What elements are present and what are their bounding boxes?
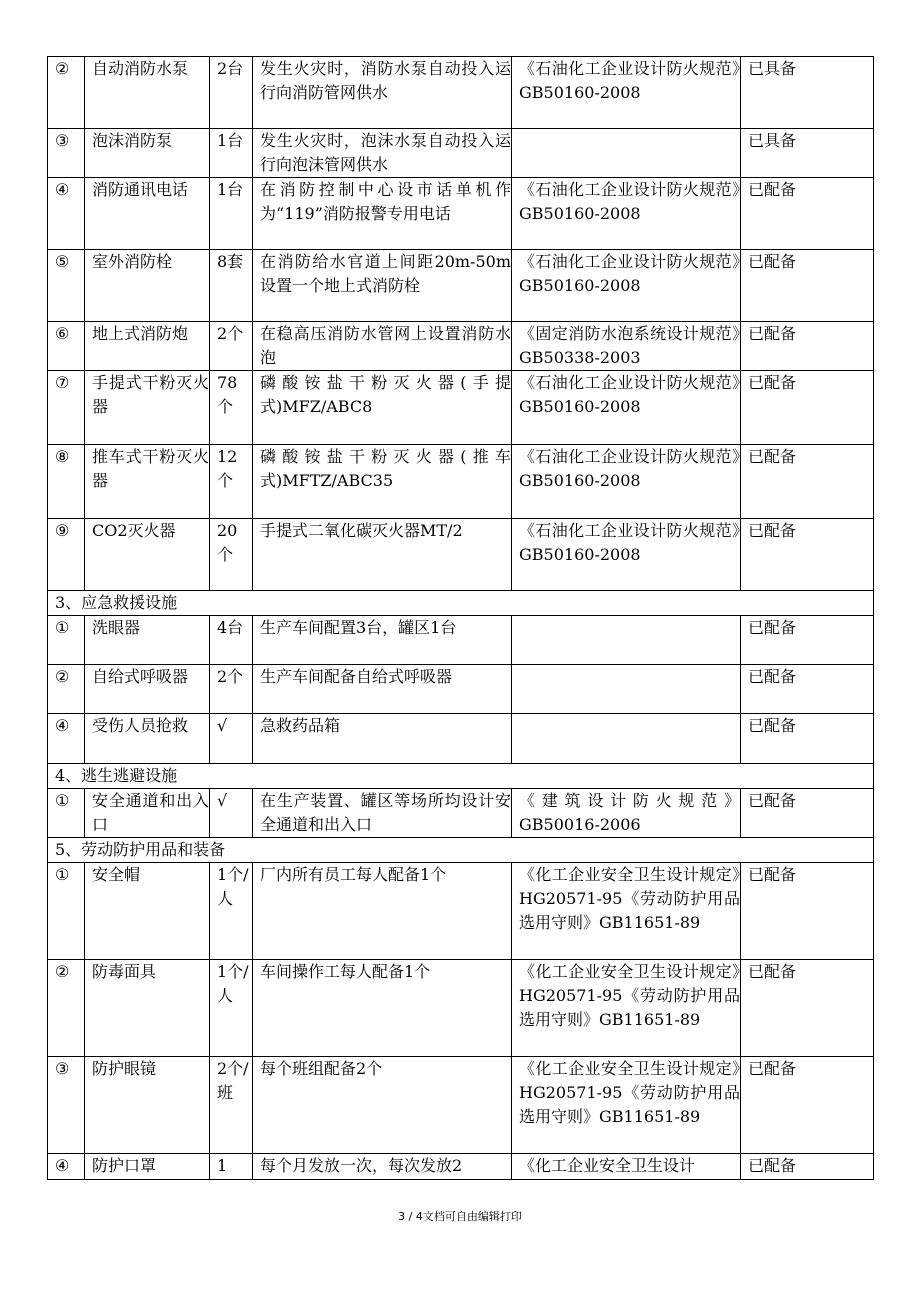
facility-description: 在稳高压消防水管网上设置消防水泡 <box>253 322 512 371</box>
facility-name: 防毒面具 <box>85 960 210 1057</box>
status-cell: 已配备 <box>741 616 874 665</box>
facility-quantity: 1 <box>210 1154 253 1180</box>
table-row <box>48 519 874 591</box>
facility-quantity: √ <box>210 789 253 838</box>
status-cell: 已配备 <box>741 322 874 371</box>
facility-quantity: 12个 <box>210 445 253 519</box>
status-cell: 已配备 <box>741 960 874 1057</box>
table-row <box>48 371 874 445</box>
table-row <box>48 178 874 250</box>
facility-description: 每个班组配备2个 <box>253 1057 512 1154</box>
facility-description: 发生火灾时，泡沫水泵自动投入运行向泡沫管网供水 <box>253 129 512 178</box>
row-index: ① <box>48 616 85 665</box>
row-index: ③ <box>48 129 85 178</box>
table-row <box>48 129 874 178</box>
facility-quantity: 4台 <box>210 616 253 665</box>
facility-description: 生产车间配置3台，罐区1台 <box>253 616 512 665</box>
table-row <box>48 250 874 322</box>
design-standard: 《石油化工企业设计防火规范》GB50160-2008 <box>512 519 741 591</box>
design-standard: 《石油化工企业设计防火规范》GB50160-2008 <box>512 250 741 322</box>
design-standard: 《石油化工企业设计防火规范》GB50160-2008 <box>512 371 741 445</box>
facility-quantity: 2个/班 <box>210 1057 253 1154</box>
design-standard <box>512 665 741 714</box>
table-row <box>48 960 874 1057</box>
row-index: ② <box>48 960 85 1057</box>
facility-description: 车间操作工每人配备1个 <box>253 960 512 1057</box>
status-cell: 已配备 <box>741 863 874 960</box>
row-index: ② <box>48 57 85 129</box>
facility-quantity: 1个/人 <box>210 863 253 960</box>
table-row <box>48 1057 874 1154</box>
table-row <box>48 445 874 519</box>
facility-name: 安全帽 <box>85 863 210 960</box>
row-index: ② <box>48 665 85 714</box>
status-cell: 已具备 <box>741 129 874 178</box>
table-row <box>48 616 874 665</box>
row-index: ⑥ <box>48 322 85 371</box>
facility-name: 洗眼器 <box>85 616 210 665</box>
page-footer: 3 / 4文档可自由编辑打印 <box>398 1210 522 1223</box>
table-row <box>48 57 874 129</box>
design-standard: 《化工企业安全卫生设计 <box>512 1154 741 1180</box>
design-standard: 《化工企业安全卫生设计规定》HG20571-95《劳动防护用品选用守则》GB11651-89 <box>512 960 741 1057</box>
row-index: ① <box>48 789 85 838</box>
status-cell: 已配备 <box>741 371 874 445</box>
table-row <box>48 863 874 960</box>
facility-description: 磷酸铵盐干粉灭火器(推车式)MFTZ/ABC35 <box>253 445 512 519</box>
section-row <box>48 838 874 863</box>
section-heading: 3、应急救援设施 <box>48 591 874 616</box>
status-cell: 已配备 <box>741 519 874 591</box>
facility-quantity: 20个 <box>210 519 253 591</box>
row-index: ⑤ <box>48 250 85 322</box>
row-index: ⑧ <box>48 445 85 519</box>
facility-name: 受伤人员抢救 <box>85 714 210 764</box>
facility-description: 在消防控制中心设市话单机作为“119”消防报警专用电话 <box>253 178 512 250</box>
facility-name: 自给式呼吸器 <box>85 665 210 714</box>
facility-description: 厂内所有员工每人配备1个 <box>253 863 512 960</box>
row-index: ④ <box>48 714 85 764</box>
table-row <box>48 714 874 764</box>
facility-quantity: 2个 <box>210 322 253 371</box>
facility-description: 发生火灾时，消防水泵自动投入运行向消防管网供水 <box>253 57 512 129</box>
facility-name: 泡沫消防泵 <box>85 129 210 178</box>
status-cell: 已配备 <box>741 665 874 714</box>
status-cell: 已配备 <box>741 1154 874 1180</box>
design-standard: 《石油化工企业设计防火规范》GB50160-2008 <box>512 57 741 129</box>
design-standard: 《石油化工企业设计防火规范》GB50160-2008 <box>512 445 741 519</box>
status-cell: 已配备 <box>741 714 874 764</box>
status-cell: 已配备 <box>741 178 874 250</box>
design-standard <box>512 714 741 764</box>
facility-name: 推车式干粉灭火器 <box>85 445 210 519</box>
row-index: ④ <box>48 178 85 250</box>
facility-description: 急救药品箱 <box>253 714 512 764</box>
facility-quantity: 1个/人 <box>210 960 253 1057</box>
facility-quantity: 1台 <box>210 129 253 178</box>
section-row <box>48 591 874 616</box>
section-row <box>48 764 874 789</box>
table-row <box>48 789 874 838</box>
design-standard: 《固定消防水泡系统设计规范》GB50338-2003 <box>512 322 741 371</box>
facility-name: 地上式消防炮 <box>85 322 210 371</box>
facility-name: 消防通讯电话 <box>85 178 210 250</box>
facility-name: 防护口罩 <box>85 1154 210 1180</box>
status-cell: 已配备 <box>741 250 874 322</box>
section-heading: 4、逃生逃避设施 <box>48 764 874 789</box>
table-row <box>48 322 874 371</box>
facility-description: 生产车间配备自给式呼吸器 <box>253 665 512 714</box>
facility-quantity: 8套 <box>210 250 253 322</box>
row-index: ③ <box>48 1057 85 1154</box>
table-row <box>48 1154 874 1180</box>
row-index: ⑨ <box>48 519 85 591</box>
facility-quantity: 78个 <box>210 371 253 445</box>
design-standard <box>512 616 741 665</box>
row-index: ① <box>48 863 85 960</box>
design-standard: 《建筑设计防火规范》GB50016-2006 <box>512 789 741 838</box>
design-standard <box>512 129 741 178</box>
section-heading: 5、劳动防护用品和装备 <box>48 838 874 863</box>
row-index: ④ <box>48 1154 85 1180</box>
facility-name: 防护眼镜 <box>85 1057 210 1154</box>
facility-quantity: 1台 <box>210 178 253 250</box>
facility-description: 手提式二氧化碳灭火器MT/2 <box>253 519 512 591</box>
facility-name: 室外消防栓 <box>85 250 210 322</box>
facility-quantity: √ <box>210 714 253 764</box>
facility-description: 在消防给水官道上间距20m-50m设置一个地上式消防栓 <box>253 250 512 322</box>
facility-name: 安全通道和出入口 <box>85 789 210 838</box>
facility-name: CO2灭火器 <box>85 519 210 591</box>
status-cell: 已配备 <box>741 789 874 838</box>
design-standard: 《化工企业安全卫生设计规定》HG20571-95《劳动防护用品选用守则》GB11651-89 <box>512 1057 741 1154</box>
facility-quantity: 2台 <box>210 57 253 129</box>
table-row <box>48 665 874 714</box>
facility-table <box>47 56 874 1180</box>
facility-name: 自动消防水泵 <box>85 57 210 129</box>
status-cell: 已具备 <box>741 57 874 129</box>
facility-description: 在生产装置、罐区等场所均设计安全通道和出入口 <box>253 789 512 838</box>
design-standard: 《石油化工企业设计防火规范》GB50160-2008 <box>512 178 741 250</box>
row-index: ⑦ <box>48 371 85 445</box>
design-standard: 《化工企业安全卫生设计规定》HG20571-95《劳动防护用品选用守则》GB11651-89 <box>512 863 741 960</box>
facility-name: 手提式干粉灭火器 <box>85 371 210 445</box>
facility-quantity: 2个 <box>210 665 253 714</box>
status-cell: 已配备 <box>741 1057 874 1154</box>
facility-description: 每个月发放一次，每次发放2 <box>253 1154 512 1180</box>
status-cell: 已配备 <box>741 445 874 519</box>
facility-description: 磷酸铵盐干粉灭火器(手提式)MFZ/ABC8 <box>253 371 512 445</box>
